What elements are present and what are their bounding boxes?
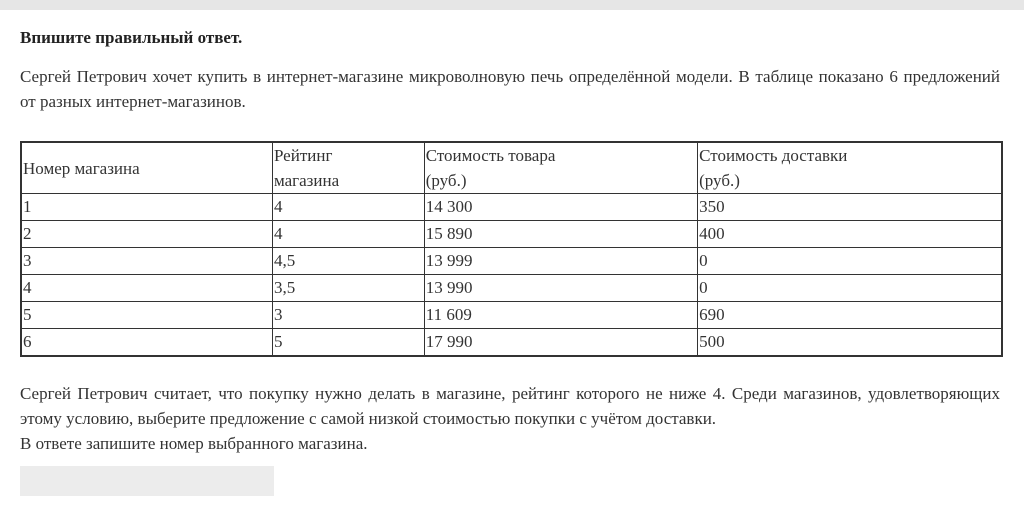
cell-delivery: 0 (698, 275, 1002, 302)
answer-input[interactable] (20, 466, 274, 496)
top-bar (0, 0, 1024, 10)
header-rating-line1: Рейтинг (273, 146, 333, 165)
cell-rating: 3 (272, 302, 424, 329)
cell-rating: 3,5 (272, 275, 424, 302)
cell-rating: 5 (272, 329, 424, 357)
cell-price: 11 609 (424, 302, 697, 329)
header-delivery (698, 142, 1002, 194)
cell-price: 13 990 (424, 275, 697, 302)
cell-store: 3 (21, 248, 272, 275)
cell-price: 14 300 (424, 194, 697, 221)
cell-store: 4 (21, 275, 272, 302)
table-row (21, 302, 1002, 329)
table-header-row (21, 142, 1002, 194)
answer-prompt-text: В ответе запишите номер выбранного магазина. (20, 434, 368, 453)
cell-price: 17 990 (424, 329, 697, 357)
cell-rating: 4 (272, 194, 424, 221)
cell-store: 6 (21, 329, 272, 357)
offers-table (20, 141, 1003, 357)
cell-delivery: 0 (698, 248, 1002, 275)
header-rating (272, 142, 424, 194)
cell-price: 15 890 (424, 221, 697, 248)
table-row (21, 329, 1002, 357)
cell-delivery: 400 (698, 221, 1002, 248)
table-row (21, 194, 1002, 221)
header-price-line1: Стоимость товара (425, 146, 556, 165)
cell-delivery: 690 (698, 302, 1002, 329)
task-content (20, 26, 1000, 456)
cell-delivery: 350 (698, 194, 1002, 221)
cell-rating: 4,5 (272, 248, 424, 275)
table-row (21, 221, 1002, 248)
instruction-text: Впишите правильный ответ. (20, 28, 243, 47)
table-row (21, 275, 1002, 302)
header-store-number: Номер магазина (21, 142, 272, 194)
intro-text: Сергей Петрович хочет купить в интернет-магазине микроволновую печь определённой модели. В таблице показано 6 предложений от разных интернет-магазинов. (20, 67, 1000, 111)
cell-store: 1 (21, 194, 272, 221)
question-text: Сергей Петрович считает, что покупку нужно делать в магазине, рейтинг которого не ниже 4. Среди магазинов, удовлетворяющих этому условию, выберите предложение с самой низкой стоимостью покупки с учётом доставки. (20, 384, 1000, 428)
cell-store: 5 (21, 302, 272, 329)
cell-price: 13 999 (424, 248, 697, 275)
header-rating-line2: магазина (273, 171, 340, 190)
cell-delivery: 500 (698, 329, 1002, 357)
header-price-line2: (руб.) (425, 171, 467, 190)
header-price (424, 142, 697, 194)
cell-store: 2 (21, 221, 272, 248)
table-row (21, 248, 1002, 275)
header-delivery-line1: Стоимость доставки (699, 146, 848, 165)
header-delivery-line2: (руб.) (699, 171, 740, 190)
cell-rating: 4 (272, 221, 424, 248)
